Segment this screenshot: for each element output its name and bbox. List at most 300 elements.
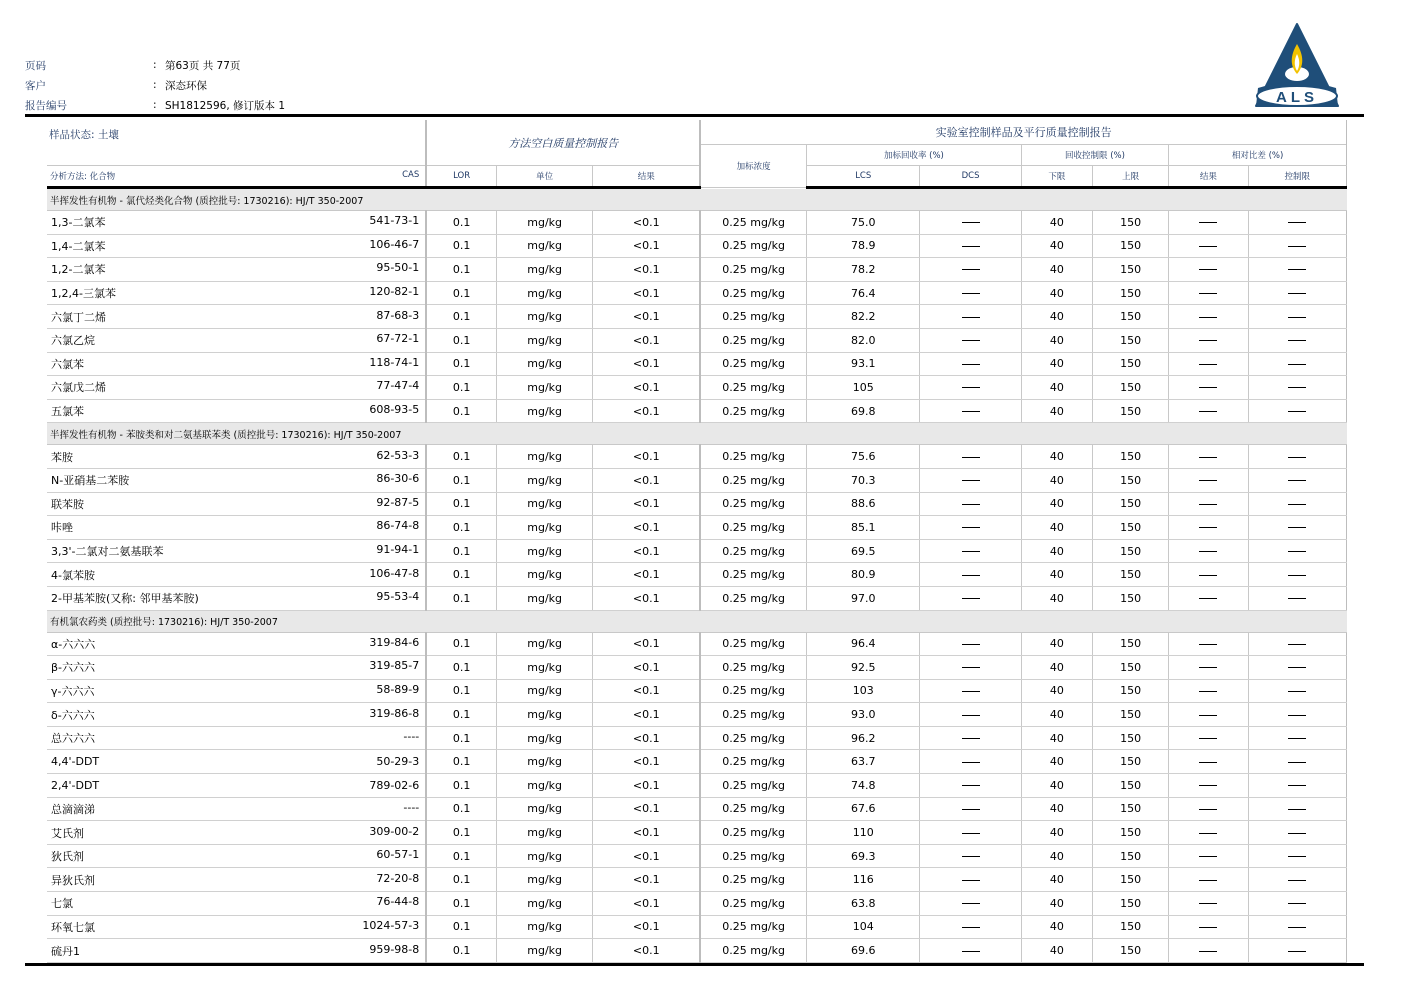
dash-mark bbox=[1288, 317, 1306, 318]
method-compound-label: 分析方法: 化合物 bbox=[50, 172, 116, 182]
compound-cell bbox=[47, 281, 426, 305]
lower-limit: 40 bbox=[1021, 211, 1092, 235]
cas-number: 86-74-8 bbox=[376, 519, 420, 533]
table-row bbox=[47, 539, 1347, 563]
dcs-recovery bbox=[920, 211, 1021, 235]
table-row bbox=[47, 492, 1347, 516]
rpd-limit bbox=[1248, 844, 1347, 868]
spike-concentration: 0.25 mg/kg bbox=[700, 844, 806, 868]
lower-limit: 40 bbox=[1021, 774, 1092, 798]
spike-concentration: 0.25 mg/kg bbox=[700, 750, 806, 774]
rpd-result bbox=[1169, 211, 1248, 235]
compound-cell bbox=[47, 656, 426, 680]
lcs-recovery: 70.3 bbox=[807, 468, 920, 492]
compound-name: γ-六六六 bbox=[51, 684, 95, 698]
dash-mark bbox=[1288, 269, 1306, 270]
cas-number: 118-74-1 bbox=[369, 355, 420, 369]
cas-number: 95-53-4 bbox=[376, 590, 420, 604]
compound-cell bbox=[47, 750, 426, 774]
table-row bbox=[47, 632, 1347, 656]
rpd-result bbox=[1169, 281, 1248, 305]
spike-concentration: 0.25 mg/kg bbox=[700, 211, 806, 235]
lower-limit: 40 bbox=[1021, 399, 1092, 423]
cas-number: 91-94-1 bbox=[376, 543, 420, 557]
dcs-recovery bbox=[920, 539, 1021, 563]
dash-mark bbox=[1199, 222, 1217, 223]
blank-result: <0.1 bbox=[593, 468, 700, 492]
upper-limit: 150 bbox=[1092, 376, 1168, 400]
lower-limit: 40 bbox=[1021, 468, 1092, 492]
cas-number: 120-82-1 bbox=[369, 285, 420, 299]
rpd-result bbox=[1169, 445, 1248, 469]
lor-value: 0.1 bbox=[426, 539, 496, 563]
dash-mark bbox=[1288, 551, 1306, 552]
lor-value: 0.1 bbox=[426, 703, 496, 727]
dcs-recovery bbox=[920, 258, 1021, 282]
dash-mark bbox=[1199, 480, 1217, 481]
spike-concentration: 0.25 mg/kg bbox=[700, 352, 806, 376]
spike-concentration: 0.25 mg/kg bbox=[700, 468, 806, 492]
rpd-limit-header: 控制限 bbox=[1248, 166, 1347, 188]
dcs-recovery bbox=[920, 586, 1021, 610]
unit-value: mg/kg bbox=[497, 352, 593, 376]
rpd-limit bbox=[1248, 352, 1347, 376]
rpd-limit bbox=[1248, 305, 1347, 329]
dash-mark bbox=[1288, 575, 1306, 576]
cas-number: 319-86-8 bbox=[369, 706, 420, 720]
table-row bbox=[47, 774, 1347, 798]
dcs-recovery bbox=[920, 915, 1021, 939]
lcs-recovery: 69.3 bbox=[807, 844, 920, 868]
spike-concentration: 0.25 mg/kg bbox=[700, 939, 806, 963]
page-label: 页码 bbox=[25, 59, 46, 72]
upper-limit: 150 bbox=[1092, 868, 1168, 892]
blank-result: <0.1 bbox=[593, 679, 700, 703]
spike-concentration: 0.25 mg/kg bbox=[700, 703, 806, 727]
lor-value: 0.1 bbox=[426, 939, 496, 963]
rpd-result bbox=[1169, 915, 1248, 939]
dash-mark bbox=[962, 951, 980, 952]
dcs-recovery bbox=[920, 726, 1021, 750]
rpd-result bbox=[1169, 586, 1248, 610]
als-logo bbox=[1254, 22, 1340, 110]
lor-value: 0.1 bbox=[426, 492, 496, 516]
cas-number: 106-46-7 bbox=[369, 237, 420, 251]
blank-result: <0.1 bbox=[593, 516, 700, 540]
dcs-recovery bbox=[920, 328, 1021, 352]
unit-value: mg/kg bbox=[497, 703, 593, 727]
cas-number: 86-30-6 bbox=[376, 472, 420, 486]
cas-number: ---- bbox=[403, 730, 420, 744]
lcs-recovery: 104 bbox=[807, 915, 920, 939]
compound-cell bbox=[47, 844, 426, 868]
lor-value: 0.1 bbox=[426, 726, 496, 750]
table-row bbox=[47, 328, 1347, 352]
rpd-limit bbox=[1248, 750, 1347, 774]
dash-mark bbox=[1288, 762, 1306, 763]
lor-value: 0.1 bbox=[426, 234, 496, 258]
lower-limit: 40 bbox=[1021, 797, 1092, 821]
rpd-result bbox=[1169, 844, 1248, 868]
lcs-recovery: 93.1 bbox=[807, 352, 920, 376]
blank-result: <0.1 bbox=[593, 750, 700, 774]
report-header bbox=[25, 55, 285, 115]
upper-limit: 150 bbox=[1092, 774, 1168, 798]
dash-mark bbox=[1199, 927, 1217, 928]
rpd-result bbox=[1169, 892, 1248, 916]
cas-number: 92-87-5 bbox=[376, 495, 420, 509]
dcs-recovery bbox=[920, 399, 1021, 423]
lower-limit: 40 bbox=[1021, 821, 1092, 845]
compound-cell bbox=[47, 632, 426, 656]
table-row bbox=[47, 844, 1347, 868]
dash-mark bbox=[1288, 903, 1306, 904]
blank-result: <0.1 bbox=[593, 539, 700, 563]
compound-cell bbox=[47, 797, 426, 821]
blank-result: <0.1 bbox=[593, 376, 700, 400]
table-row bbox=[47, 468, 1347, 492]
lower-limit: 40 bbox=[1021, 328, 1092, 352]
dash-mark bbox=[1199, 644, 1217, 645]
lower-limit: 40 bbox=[1021, 868, 1092, 892]
compound-name: 艾氏剂 bbox=[51, 826, 84, 840]
table-row bbox=[47, 726, 1347, 750]
cas-number: 62-53-3 bbox=[376, 448, 420, 462]
dash-mark bbox=[1199, 551, 1217, 552]
compound-cell bbox=[47, 586, 426, 610]
lower-limit: 40 bbox=[1021, 726, 1092, 750]
dcs-header: DCS bbox=[920, 166, 1021, 188]
rpd-result bbox=[1169, 328, 1248, 352]
dash-mark bbox=[962, 856, 980, 857]
compound-name: 六氯苯 bbox=[51, 357, 84, 371]
upper-limit: 150 bbox=[1092, 211, 1168, 235]
upper-limit: 150 bbox=[1092, 258, 1168, 282]
lor-value: 0.1 bbox=[426, 750, 496, 774]
compound-name: 总六六六 bbox=[51, 732, 95, 746]
table-row bbox=[47, 750, 1347, 774]
rpd-limit bbox=[1248, 726, 1347, 750]
rpd-limit bbox=[1248, 703, 1347, 727]
blank-result: <0.1 bbox=[593, 352, 700, 376]
dash-mark bbox=[1199, 246, 1217, 247]
unit-value: mg/kg bbox=[497, 774, 593, 798]
lower-limit: 40 bbox=[1021, 939, 1092, 963]
rpd-limit bbox=[1248, 516, 1347, 540]
blank-result: <0.1 bbox=[593, 305, 700, 329]
compound-name: β-六六六 bbox=[51, 661, 95, 675]
lcs-recovery: 74.8 bbox=[807, 774, 920, 798]
lcs-header: LCS bbox=[807, 166, 920, 188]
compound-name: 总滴滴涕 bbox=[51, 802, 95, 816]
rpd-limit bbox=[1248, 915, 1347, 939]
table-row bbox=[47, 656, 1347, 680]
dcs-recovery bbox=[920, 868, 1021, 892]
upper-limit: 150 bbox=[1092, 281, 1168, 305]
rpd-result bbox=[1169, 539, 1248, 563]
dash-mark bbox=[1288, 927, 1306, 928]
unit-value: mg/kg bbox=[497, 328, 593, 352]
dash-mark bbox=[962, 762, 980, 763]
table-row bbox=[47, 516, 1347, 540]
unit-value: mg/kg bbox=[497, 750, 593, 774]
compound-name: 4-氯苯胺 bbox=[51, 568, 95, 582]
blank-result: <0.1 bbox=[593, 328, 700, 352]
lcs-recovery: 105 bbox=[807, 376, 920, 400]
qc-table bbox=[47, 120, 1347, 963]
upper-limit: 150 bbox=[1092, 328, 1168, 352]
spike-concentration: 0.25 mg/kg bbox=[700, 539, 806, 563]
lor-value: 0.1 bbox=[426, 632, 496, 656]
lower-limit: 40 bbox=[1021, 258, 1092, 282]
dash-mark bbox=[1288, 856, 1306, 857]
dash-mark bbox=[962, 457, 980, 458]
spike-concentration: 0.25 mg/kg bbox=[700, 726, 806, 750]
lor-value: 0.1 bbox=[426, 376, 496, 400]
spike-concentration: 0.25 mg/kg bbox=[700, 632, 806, 656]
spike-concentration: 0.25 mg/kg bbox=[700, 305, 806, 329]
blank-result: <0.1 bbox=[593, 399, 700, 423]
upper-limit: 150 bbox=[1092, 844, 1168, 868]
unit-value: mg/kg bbox=[497, 234, 593, 258]
rpd-limit bbox=[1248, 797, 1347, 821]
cas-number: 58-89-9 bbox=[376, 682, 420, 696]
dash-mark bbox=[1288, 880, 1306, 881]
blank-result: <0.1 bbox=[593, 234, 700, 258]
compound-cell bbox=[47, 376, 426, 400]
dcs-recovery bbox=[920, 305, 1021, 329]
report-number-row bbox=[25, 95, 285, 115]
dash-mark bbox=[1288, 222, 1306, 223]
upper-limit: 150 bbox=[1092, 632, 1168, 656]
dash-mark bbox=[1288, 644, 1306, 645]
upper-limit-header: 上限 bbox=[1092, 166, 1168, 188]
dcs-recovery bbox=[920, 234, 1021, 258]
unit-value: mg/kg bbox=[497, 492, 593, 516]
spike-concentration: 0.25 mg/kg bbox=[700, 445, 806, 469]
spike-concentration: 0.25 mg/kg bbox=[700, 563, 806, 587]
lor-value: 0.1 bbox=[426, 516, 496, 540]
cas-number: 1024-57-3 bbox=[362, 918, 420, 932]
dash-mark bbox=[1199, 411, 1217, 412]
lower-limit: 40 bbox=[1021, 305, 1092, 329]
method-blank-title: 方法空白质量控制报告 bbox=[426, 120, 700, 166]
upper-limit: 150 bbox=[1092, 892, 1168, 916]
dash-mark bbox=[962, 551, 980, 552]
rpd-result bbox=[1169, 750, 1248, 774]
rpd-limit bbox=[1248, 468, 1347, 492]
compound-cell bbox=[47, 892, 426, 916]
upper-limit: 150 bbox=[1092, 352, 1168, 376]
lor-value: 0.1 bbox=[426, 892, 496, 916]
upper-limit: 150 bbox=[1092, 445, 1168, 469]
rpd-result bbox=[1169, 703, 1248, 727]
lor-value: 0.1 bbox=[426, 399, 496, 423]
lower-limit: 40 bbox=[1021, 892, 1092, 916]
lower-limit: 40 bbox=[1021, 703, 1092, 727]
table-row bbox=[47, 281, 1347, 305]
bottom-divider bbox=[25, 963, 1364, 966]
upper-limit: 150 bbox=[1092, 492, 1168, 516]
unit-value: mg/kg bbox=[497, 281, 593, 305]
dash-mark bbox=[962, 667, 980, 668]
compound-name: 3,3'-二氯对二氨基联苯 bbox=[51, 545, 164, 559]
compound-name: 联苯胺 bbox=[51, 497, 84, 511]
rpd-limit bbox=[1248, 586, 1347, 610]
lower-limit: 40 bbox=[1021, 445, 1092, 469]
dcs-recovery bbox=[920, 939, 1021, 963]
lower-limit: 40 bbox=[1021, 586, 1092, 610]
lcs-recovery: 88.6 bbox=[807, 492, 920, 516]
dash-mark bbox=[1288, 293, 1306, 294]
lor-value: 0.1 bbox=[426, 281, 496, 305]
lor-value: 0.1 bbox=[426, 868, 496, 892]
cas-number: ---- bbox=[403, 800, 420, 814]
cas-number: 319-85-7 bbox=[369, 659, 420, 673]
lower-limit: 40 bbox=[1021, 750, 1092, 774]
dash-mark bbox=[1288, 833, 1306, 834]
client-row bbox=[25, 75, 285, 95]
cas-number: 608-93-5 bbox=[369, 403, 420, 417]
table-row bbox=[47, 305, 1347, 329]
compound-cell bbox=[47, 939, 426, 963]
rpd-header: 相对比差 (%) bbox=[1169, 145, 1347, 166]
unit-value: mg/kg bbox=[497, 399, 593, 423]
dcs-recovery bbox=[920, 376, 1021, 400]
upper-limit: 150 bbox=[1092, 399, 1168, 423]
rpd-result bbox=[1169, 797, 1248, 821]
rpd-result bbox=[1169, 632, 1248, 656]
blank-result: <0.1 bbox=[593, 844, 700, 868]
rpd-result bbox=[1169, 305, 1248, 329]
group-header-row bbox=[47, 610, 1347, 632]
lor-value: 0.1 bbox=[426, 328, 496, 352]
dash-mark bbox=[1288, 715, 1306, 716]
dash-mark bbox=[962, 833, 980, 834]
table-row bbox=[47, 376, 1347, 400]
lcs-recovery: 76.4 bbox=[807, 281, 920, 305]
dcs-recovery bbox=[920, 844, 1021, 868]
rpd-limit bbox=[1248, 868, 1347, 892]
table-row bbox=[47, 211, 1347, 235]
dash-mark bbox=[962, 340, 980, 341]
rpd-result bbox=[1169, 563, 1248, 587]
compound-name: 六氯丁二烯 bbox=[51, 310, 106, 324]
spike-concentration: 0.25 mg/kg bbox=[700, 399, 806, 423]
unit-value: mg/kg bbox=[497, 797, 593, 821]
upper-limit: 150 bbox=[1092, 939, 1168, 963]
unit-value: mg/kg bbox=[497, 211, 593, 235]
lcs-recovery: 69.6 bbox=[807, 939, 920, 963]
unit-value: mg/kg bbox=[497, 821, 593, 845]
cas-number: 106-47-8 bbox=[369, 566, 420, 580]
dash-mark bbox=[962, 715, 980, 716]
dash-mark bbox=[962, 222, 980, 223]
unit-value: mg/kg bbox=[497, 445, 593, 469]
lcs-recovery: 63.7 bbox=[807, 750, 920, 774]
upper-limit: 150 bbox=[1092, 703, 1168, 727]
lower-limit: 40 bbox=[1021, 516, 1092, 540]
dash-mark bbox=[1199, 269, 1217, 270]
separator: : bbox=[153, 99, 157, 111]
dash-mark bbox=[962, 364, 980, 365]
lcs-recovery: 69.8 bbox=[807, 399, 920, 423]
lower-limit: 40 bbox=[1021, 234, 1092, 258]
dash-mark bbox=[962, 387, 980, 388]
unit-value: mg/kg bbox=[497, 258, 593, 282]
lor-value: 0.1 bbox=[426, 774, 496, 798]
unit-value: mg/kg bbox=[497, 726, 593, 750]
unit-header: 单位 bbox=[497, 166, 593, 188]
spike-concentration: 0.25 mg/kg bbox=[700, 281, 806, 305]
rpd-result bbox=[1169, 234, 1248, 258]
compound-cell bbox=[47, 868, 426, 892]
dash-mark bbox=[1288, 527, 1306, 528]
compound-name: 狄氏剂 bbox=[51, 850, 84, 864]
group-header-row bbox=[47, 423, 1347, 445]
dcs-recovery bbox=[920, 632, 1021, 656]
dash-mark bbox=[1288, 504, 1306, 505]
compound-name: 4,4'-DDT bbox=[51, 755, 100, 769]
rpd-limit bbox=[1248, 234, 1347, 258]
upper-limit: 150 bbox=[1092, 679, 1168, 703]
unit-value: mg/kg bbox=[497, 868, 593, 892]
dash-mark bbox=[1199, 809, 1217, 810]
cas-number: 319-84-6 bbox=[369, 635, 420, 649]
rpd-result bbox=[1169, 868, 1248, 892]
dcs-recovery bbox=[920, 797, 1021, 821]
dash-mark bbox=[962, 785, 980, 786]
rpd-result bbox=[1169, 492, 1248, 516]
dash-mark bbox=[1199, 293, 1217, 294]
dcs-recovery bbox=[920, 352, 1021, 376]
dash-mark bbox=[1288, 480, 1306, 481]
lor-value: 0.1 bbox=[426, 211, 496, 235]
dash-mark bbox=[1199, 762, 1217, 763]
compound-cell bbox=[47, 821, 426, 845]
compound-cell bbox=[47, 915, 426, 939]
rpd-limit bbox=[1248, 492, 1347, 516]
dash-mark bbox=[962, 927, 980, 928]
lor-value: 0.1 bbox=[426, 468, 496, 492]
table-row bbox=[47, 868, 1347, 892]
upper-limit: 150 bbox=[1092, 586, 1168, 610]
compound-cell bbox=[47, 399, 426, 423]
spike-recovery-header: 加标回收率 (%) bbox=[807, 145, 1022, 166]
group-header-row bbox=[47, 188, 1347, 211]
compound-cell bbox=[47, 726, 426, 750]
cas-number: 72-20-8 bbox=[376, 871, 420, 885]
dcs-recovery bbox=[920, 774, 1021, 798]
lcs-recovery: 78.9 bbox=[807, 234, 920, 258]
compound-name: 1,4-二氯苯 bbox=[51, 239, 106, 253]
lcs-recovery: 75.0 bbox=[807, 211, 920, 235]
dash-mark bbox=[1288, 598, 1306, 599]
report-number-value: SH1812596, 修订版本 1 bbox=[165, 99, 286, 112]
blank-result: <0.1 bbox=[593, 821, 700, 845]
client-value: 深态环保 bbox=[165, 79, 207, 92]
lower-limit: 40 bbox=[1021, 563, 1092, 587]
dash-mark bbox=[1199, 785, 1217, 786]
lor-value: 0.1 bbox=[426, 563, 496, 587]
lor-value: 0.1 bbox=[426, 797, 496, 821]
rpd-limit bbox=[1248, 679, 1347, 703]
sample-state: 样品状态: 土壤 bbox=[49, 129, 119, 141]
lcs-recovery: 96.2 bbox=[807, 726, 920, 750]
rpd-limit bbox=[1248, 632, 1347, 656]
compound-name: N-亚硝基二苯胺 bbox=[51, 474, 130, 488]
unit-value: mg/kg bbox=[497, 563, 593, 587]
